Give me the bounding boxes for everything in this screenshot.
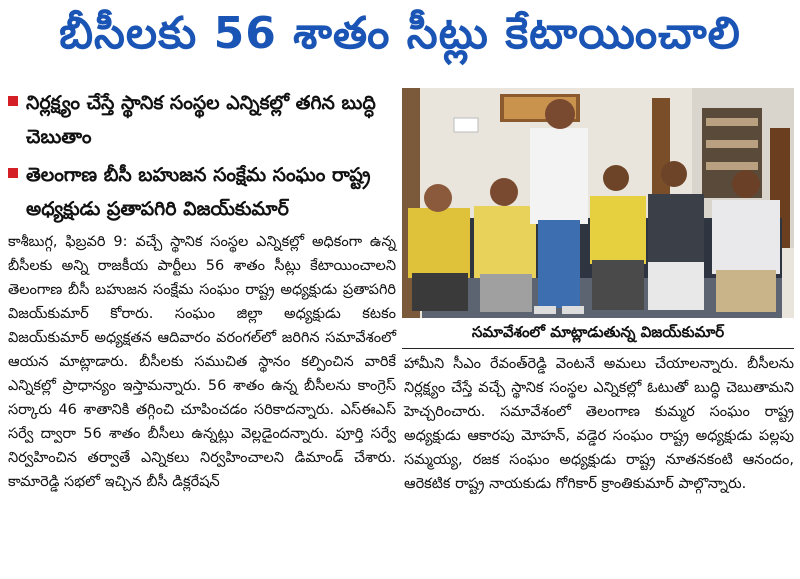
article-body-left: కాశీబుగ్గ, ఫిబ్రవరి 9: వచ్చే స్థానిక సంస్థల ఎన్నికల్లో అధికంగా ఉన్న బీసీలకు అన్ని రాజకీయ పార్టీలు 56 శాతం సీట్లు కేటాయించాలని తెలంగాణ బీసీ బహుజన సంక్షేమ సంఘం రాష్ట్ర అధ్యక్షుడు ప్రతాపగిరి విజయ్‌కుమార్ కోరారు. సంఘం జిల్లా అధ్యక్షుడు కటకం విజయ్‌కుమార్ అధ్యక్షతన ఆదివారం వరంగల్‌లో జరిగిన సమావేశంలో ఆయన మాట్లాడారు. బీసీలకు సముచిత స్థానం కల్పించిన వారికే ఎన్నికల్లో ప్రాధాన్యం ఇస్తామన్నారు. 56 శాతం ఉన్న బీసీలను కాంగ్రెస్ సర్కారు 46 శాతానికి తగ్గించి చూపించడం సరికాదన్నారు. ఎస్‌ఈఎస్ సర్వే ద్వారా 56 శాతం బీసీలు ఉన్నట్లు వెల్లడైందన్నారు. పూర్తి సర్వే నిర్వహించిన తర్వాతే ఎన్నికలు నిర్వహించాలని డిమాండ్ చేశారు. కామారెడ్డి సభలో ఇచ్చిన బీసీ డిక్లరేషన్ [8, 234, 396, 490]
article-body-right: హామీని సీఎం రేవంత్‌రెడ్డి వెంటనే అమలు చేయాలన్నారు. బీసీలను నిర్లక్ష్యం చేస్తే వచ్చే స్థానిక సంస్థల ఎన్నికల్లో ఓటుతో బుద్ధి చెబుతామని హెచ్చరించారు. సమావేశంలో తెలంగాణ కుమ్మర సంఘం రాష్ట్ర అధ్యక్షుడు ఆకారపు మోహన్, వడ్డెర సంఘం రాష్ట్ర అధ్యక్షుడు పల్లపు సమ్మయ్య, రజక సంఘం అధ్యక్షుడు రాష్ట్ర నూతనకంటి ఆనందం, ఆరెకటిక రాష్ట్ర నాయకుడు గోగికార్ క్రాంతికుమార్ పాల్గొన్నారు. [404, 356, 794, 492]
red-square-bullet-icon [8, 168, 18, 178]
bullet-text: నిర్లక్ష్యం చేస్తే స్థానిక సంస్థల ఎన్నికల్లో తగిన బుద్ధి చెబుతాం [26, 92, 376, 148]
bullet-point [8, 86, 396, 154]
bullet-text: తెలంగాణ బీసీ బహుజన సంక్షేమ సంఘం రాష్ట్ర అధ్యక్షుడు ప్రతాపగిరి విజయ్‌కుమార్ [26, 164, 371, 220]
headline: బీసీలకు 56 శాతం సీట్లు కేటాయించాలి [59, 8, 741, 59]
news-photo [402, 88, 794, 318]
photo-caption: సమావేశంలో మాట్లాడుతున్న విజయ్‌కుమార్ [402, 320, 794, 349]
red-square-bullet-icon [8, 96, 18, 106]
bullet-point [8, 158, 396, 226]
left-column [8, 86, 396, 494]
